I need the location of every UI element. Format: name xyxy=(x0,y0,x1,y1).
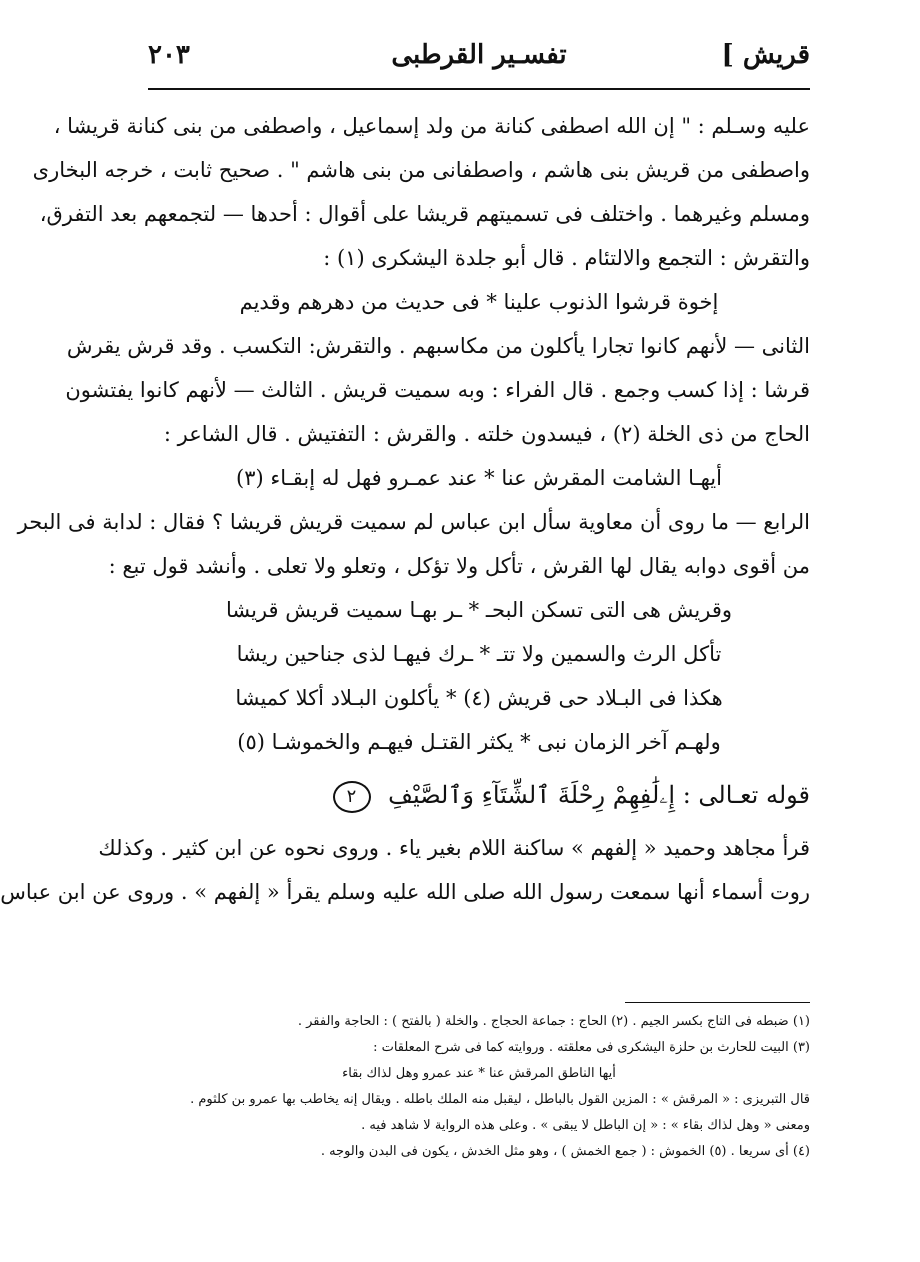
quran-verse xyxy=(148,778,810,834)
text-line: الحاج من ذى الخلة (٢) ، فيسدون خلته . والقرش : التفتيش . قال الشاعر : xyxy=(163,422,810,446)
footnote-line: (٣) البيت للحارث بن حلزة اليشكرى فى معلقته . وروايته كما فى شرح المعلقات : xyxy=(373,1040,810,1055)
footnote-line: قال التبريزى : « المرقش » : المزين القول بالباطل ، ليقبل منه الملك باطله . ويقال إنه يخاطب بها عمرو بن كلثوم . xyxy=(190,1092,810,1107)
text-line: قرأ مجاهد وحميد « إلفهم » ساكنة اللام بغير ياء . وروى نحوه عن ابن كثير . وكذلك xyxy=(98,836,810,860)
text-line: الثانى — لأنهم كانوا تجارا يأكلون من مكاسبهم . والتقرش: التكسب . وقد قرش يقرش xyxy=(66,334,810,358)
header-divider xyxy=(148,88,810,90)
footnote-line: (٤) أى سريعا . (٥) الخموش : ( جمع الخمش ) ، وهو مثل الخدش ، يكون فى البدن والوجه . xyxy=(320,1144,810,1159)
poetry-verse: أيهـا الشامت المقرش عنا * عند عمـرو فهل له إبقـاء (٣) xyxy=(235,466,722,490)
text-line: ومسلم وغيرهما . واختلف فى تسميتهم قريشا على أقوال : أحدها — لتجمعهم بعد التفرق، xyxy=(39,202,810,226)
poem-line: وقريش هى التى تسكن البحـ * ـر بهـا سميت قريش قريشا xyxy=(225,598,733,622)
text-line: قرشا : إذا كسب وجمع . قال الفراء : وبه سميت قريش . الثالث — لأنهم كانوا يفتشون xyxy=(65,378,810,402)
section-title: قريش ] xyxy=(721,40,810,70)
footnote-verse: أيها الناطق المرقش عنا * عند عمرو وهل لذاك بقاء xyxy=(342,1066,616,1081)
text-line: والتقرش : التجمع والالتئام . قال أبو جلدة اليشكرى (١) : xyxy=(323,246,810,270)
text-line: الرابع — ما روى أن معاوية سأل ابن عباس لم سميت قريش قريشا ؟ فقال : لدابة فى البحر xyxy=(17,510,810,534)
quran-prefix: قوله تعـالى : xyxy=(682,781,810,809)
poem-line: هكذا فى البـلاد حى قريش (٤) * يأكلون البـلاد أكلا كميشا xyxy=(235,686,723,710)
footnote-line: (١) ضبطه فى التاج بكسر الجيم . (٢) الحاج : جماعة الحجاج . والخلة ( بالفتح ) : الحاجة والفقر . xyxy=(297,1014,810,1029)
text-line: واصطفى من قريش بنى هاشم ، واصطفانى من بنى هاشم " . صحيح ثابت ، خرجه البخارى xyxy=(32,158,810,182)
footnote-divider xyxy=(625,1002,810,1003)
main-text xyxy=(0,112,810,922)
page-number: ٢٠٣ xyxy=(148,40,190,70)
footnote-line: ومعنى « وهل لذاك بقاء » : « إن الباطل لا يبقى » . وعلى هذه الرواية لا شاهد فيه . xyxy=(361,1118,810,1133)
quran-ayah-text: إِۦلَٰفِهِمْ رِحْلَةَ ٱلشِّتَآءِ وَٱلصَّيْفِ xyxy=(388,781,676,809)
running-header xyxy=(148,40,810,80)
poem-line: تأكل الرث والسمين ولا تتـ * ـرك فيهـا لذى جناحين ريشا xyxy=(236,642,722,666)
book-title: تفسـير القرطبى xyxy=(391,40,567,70)
text-line: عليه وسـلم : " إن الله اصطفى كنانة من ولد إسماعيل ، واصطفى من بنى كنانة قريشا ، xyxy=(53,114,810,138)
text-line: من أقوى دوابه يقال لها القرش ، تأكل ولا تؤكل ، وتعلو ولا تعلى . وأنشد قول تبع : xyxy=(108,554,810,578)
ayah-number-icon: ٢ xyxy=(333,781,371,813)
footnotes xyxy=(148,1012,810,1168)
poem-line: ولهـم آخر الزمان نبى * يكثر القتـل فيهـم والخموشـا (٥) xyxy=(237,730,721,754)
poetry-verse: إخوة قرشوا الذنوب علينا * فى حديث من دهرهم وقديم xyxy=(239,290,719,314)
text-line: روت أسماء أنها سمعت رسول الله صلى الله عليه وسلم يقرأ « إلفهم » . وروى عن ابن عباس xyxy=(0,880,810,904)
